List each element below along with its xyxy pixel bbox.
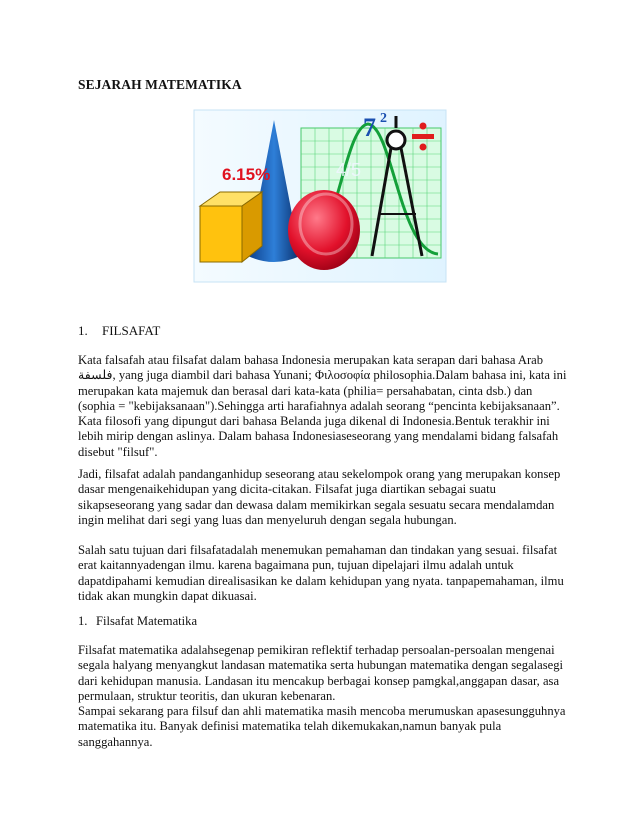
- power-exponent: 2: [380, 111, 387, 126]
- ball-shape: [288, 190, 360, 270]
- document-title: SEJARAH MATEMATIKA: [78, 77, 242, 92]
- subsection-number: 1.: [78, 614, 88, 628]
- section-number: 1.: [78, 323, 88, 338]
- paragraph: Kata falsafah atau filsafat dalam bahasa Indonesia merupakan kata serapan dari bahasa Arab فلسفة, yang juga diambil dari bahasa Yunani; Φιλοσοφία philosophia.Dalam bahasa ini, kata ini merupakan kata majemuk dan berasal dari kata-kata (philia= persahabatan, cinta dsb.) dan (sophia = "kebijaksanaan").Sehingga arti harafiahnya adalah seorang “pencinta kebijaksanaan”. Kata filosofi yang dipungut dari bahasa Belanda juga dikenal di Indonesia.Bentuk terakhir ini lebih mirip dengan aslinya. Dalam bahasa Indonesiaseseorang yang mendalami bidang falsafah disebut "filsuf".: [78, 353, 567, 459]
- subsection-heading: [78, 614, 197, 629]
- fraction-label: 4/5: [336, 160, 362, 180]
- power-label: 7: [363, 113, 376, 142]
- paragraph: Filsafat matematika adalahsegenap pemikiran reflektif terhadap persoalan-persoalan mengenai segala halyang menyangkut landasan matematika serta hubungan matematika dengan segalasegi dari kehidupan manusia. Landasan itu mencakup berbagai konsep pamgkal,anggapan dasar, asa permulaan, struktur teoritis, dan ukuran kebenaran. Sampai sekarang para filsuf dan ahli matematika masih mencoba merumuskan apasesungguhnya matematika itu. Banyak definisi matematika telah dikemukakan,namun banyak pula sanggahannya.: [78, 643, 566, 749]
- section-title: FILSAFAT: [102, 323, 161, 338]
- subsection-title: Filsafat Matematika: [96, 614, 198, 628]
- cube-shape: [200, 192, 262, 262]
- percent-label: 6.15%: [222, 165, 271, 184]
- paragraph: Salah satu tujuan dari filsafatadalah menemukan pemahaman dan tindakan yang sesuai. filsafat erat kaitannyadengan ilmu. karena bagaimana pun, tujuan dipelajari ilmu adalah untuk dapatdipahami kemudian direalisasikan ke dalam kehidupan yang nyata. tanpapemahaman, ilmu tidak akan mungkin dapat dikuasai.: [78, 543, 564, 603]
- math-illustration: [186, 106, 450, 289]
- section-heading-filsafat: [78, 323, 160, 339]
- paragraph: Jadi, filsafat adalah pandanganhidup seseorang atau sekelompok orang yang merupakan konsep dasar mengenaikehidupan yang dicita-citakan. Filsafat juga diartikan sebagai suatu sikapseseorang yang sadar dan dewasa dalam memikirkan segala sesuatu secara mendalamdan ingin melihat dari segi yang luas dan menyeluruh dengan segala hubungan.: [78, 467, 561, 527]
